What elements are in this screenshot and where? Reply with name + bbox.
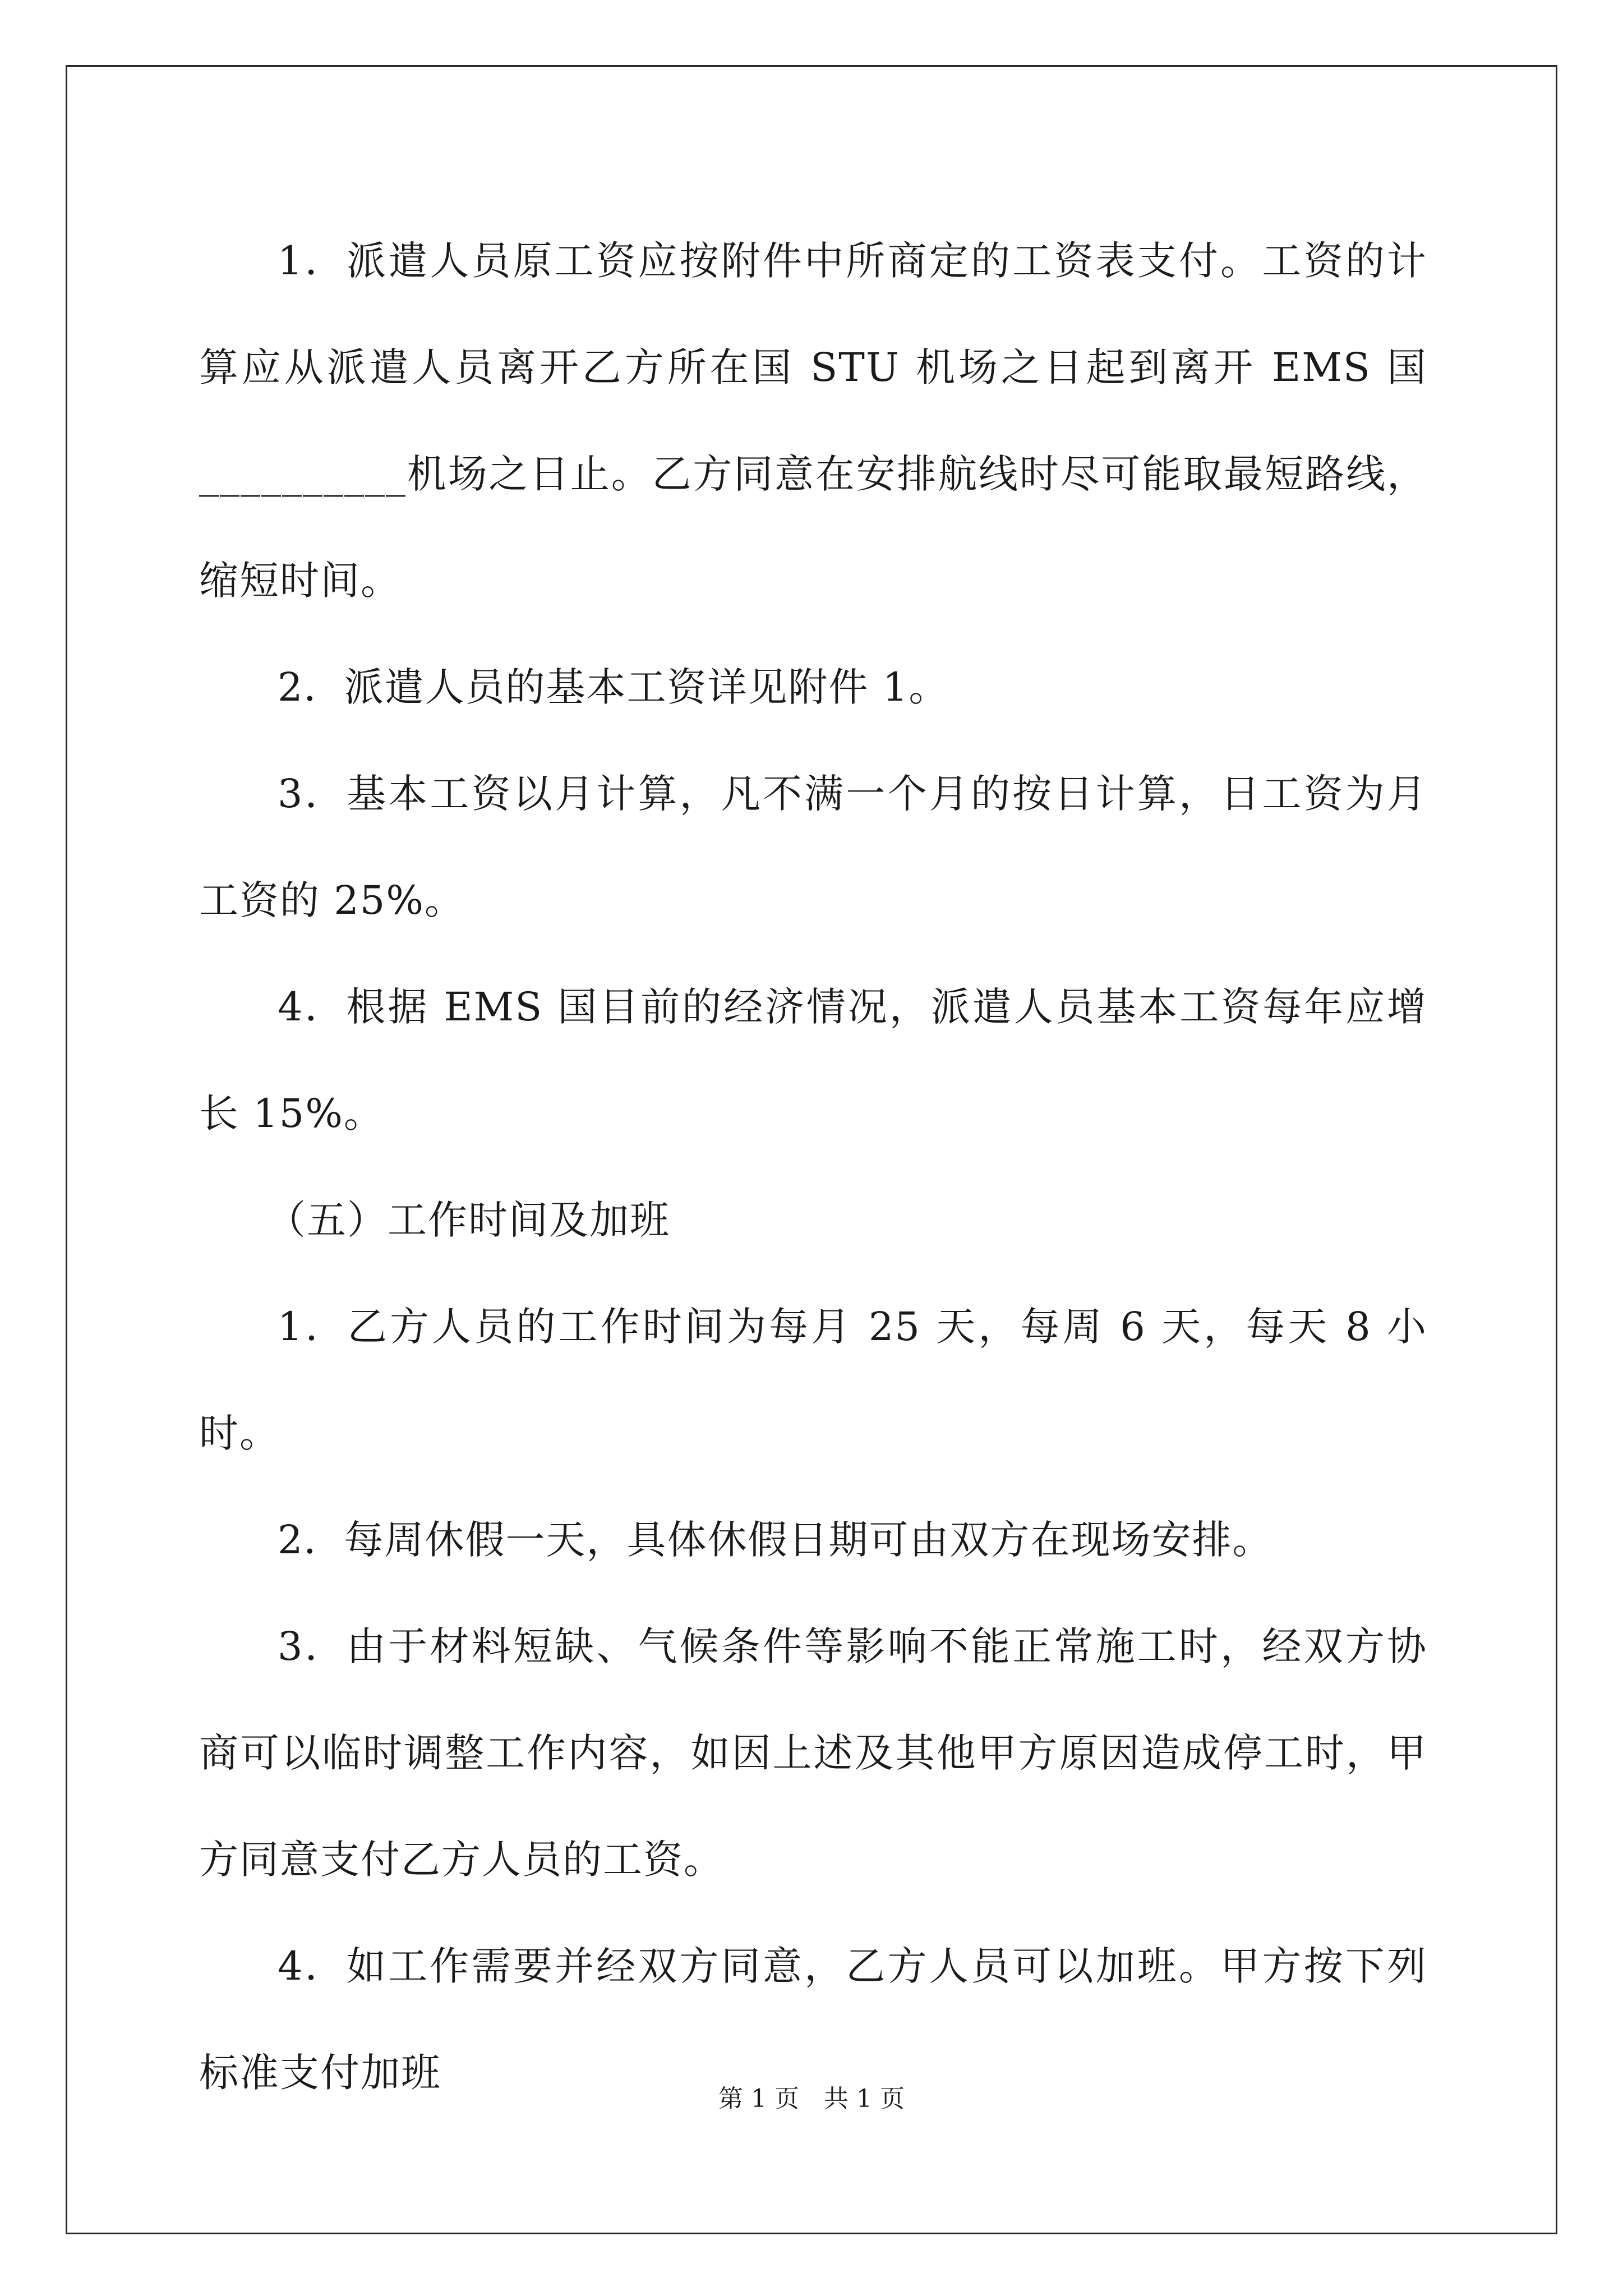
- paragraph-basic-wage: 2．派遣人员的基本工资详见附件 1。: [278, 664, 949, 710]
- paragraph-wage-calculation: 1．派遣人员原工资应按附件中所商定的工资表支付。工资的计算应从派遣人员离开乙方所在国 STU 机场之日起到离开 EMS 国__________机场之日止。乙方同意在安排航线时尽可能取最短路线，缩短时间。: [199, 238, 1427, 604]
- page-number-footer: 第 1 页 共 1 页: [718, 2085, 905, 2113]
- section-heading-work-hours: （五）工作时间及加班: [266, 1197, 670, 1243]
- paragraph-work-stoppage: 3．由于材料短缺、气候条件等影响不能正常施工时，经双方协商可以临时调整工作内容，如因上述及其他甲方原因造成停工时，甲方同意支付乙方人员的工资。: [199, 1623, 1427, 1883]
- paragraph-wage-growth: 4．根据 EMS 国目前的经济情况，派遣人员基本工资每年应增长 15%。: [199, 984, 1427, 1137]
- paragraph-overtime: 4．如工作需要并经双方同意，乙方人员可以加班。甲方按下列标准支付加班: [199, 1943, 1427, 2096]
- paragraph-monthly-wage: 3．基本工资以月计算，凡不满一个月的按日计算，日工资为月工资的 25%。: [199, 771, 1427, 923]
- document-body: [199, 208, 1427, 2126]
- paragraph-working-time: 1．乙方人员的工作时间为每月 25 天，每周 6 天，每天 8 小时。: [199, 1304, 1427, 1456]
- paragraph-weekly-rest: 2．每周休假一天，具体休假日期可由双方在现场安排。: [278, 1517, 1273, 1563]
